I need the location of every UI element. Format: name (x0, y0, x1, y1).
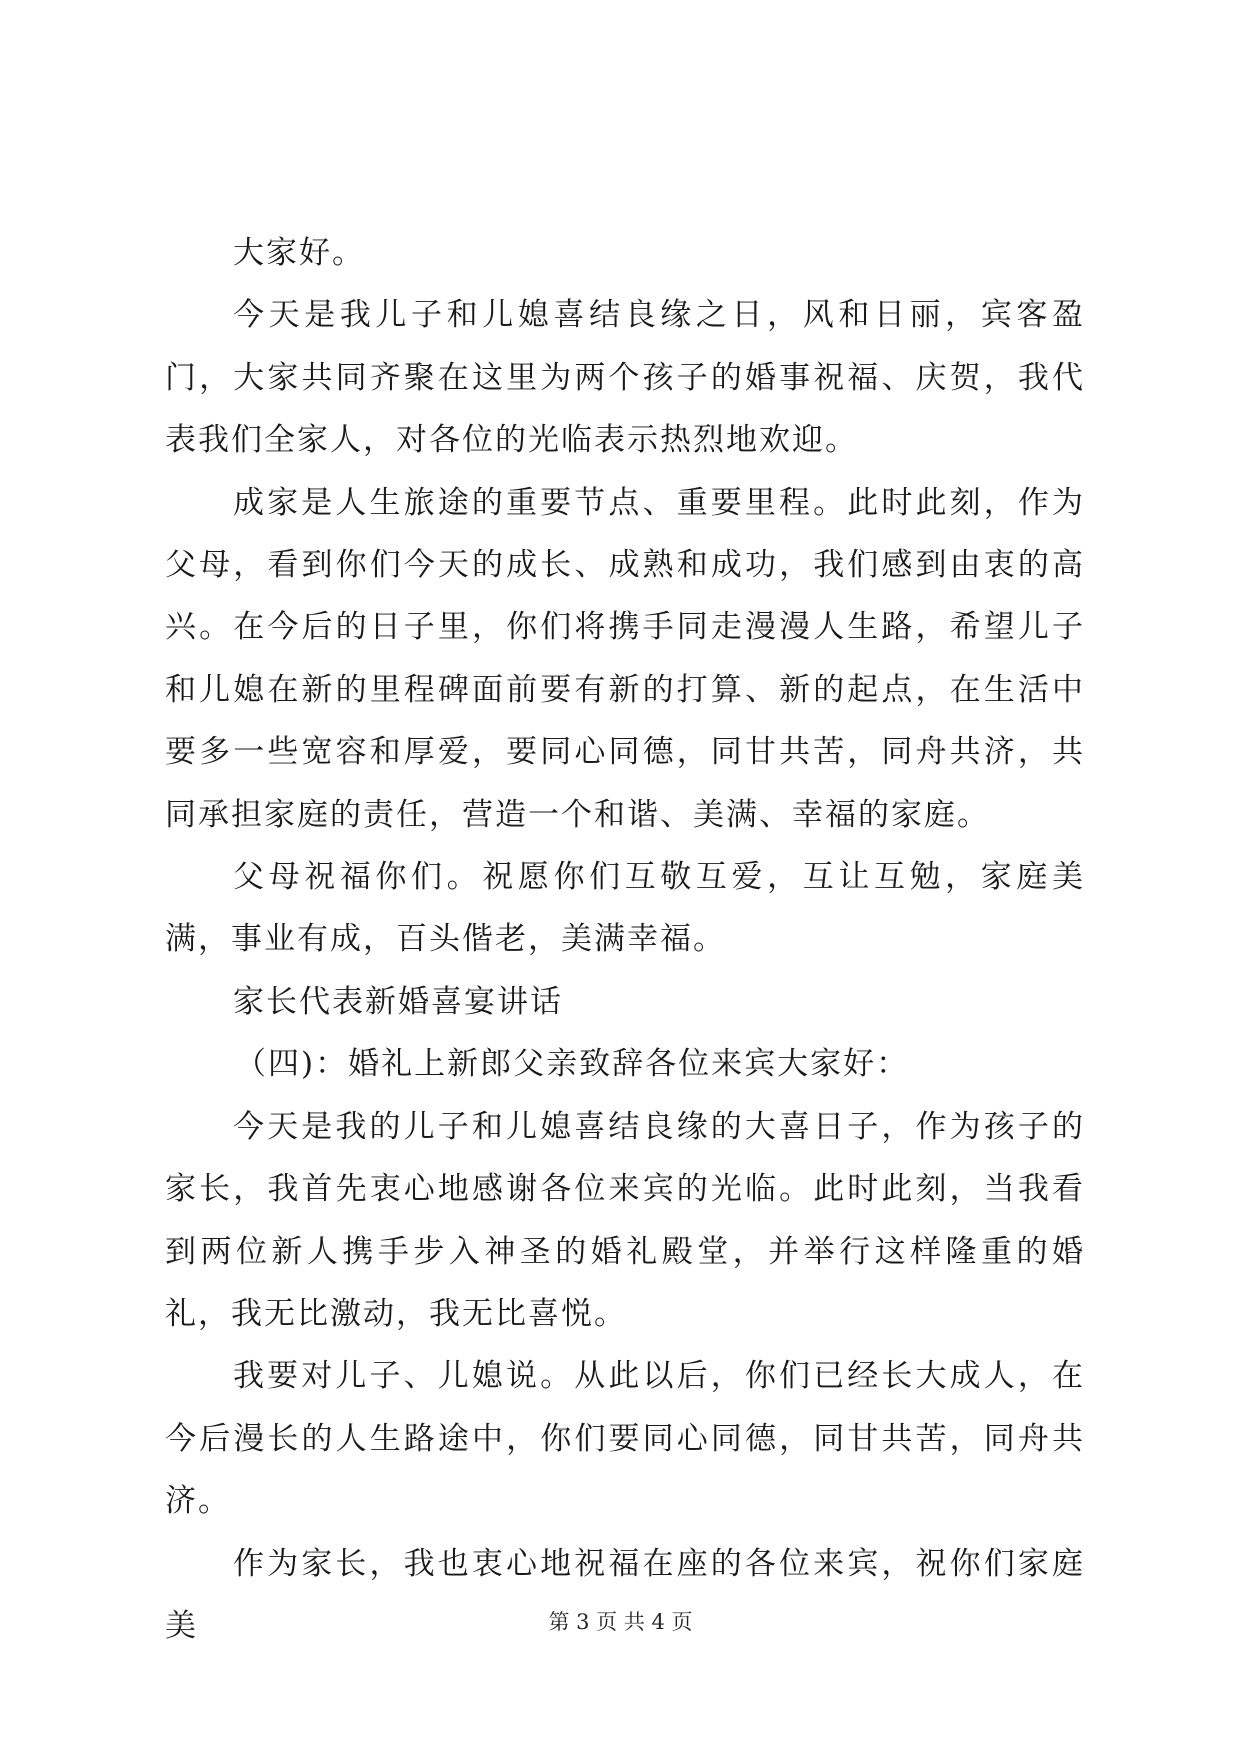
paragraph-thanks: 今天是我的儿子和儿媳喜结良缘的大喜日子，作为孩子的家长，我首先衷心地感谢各位来宾的光临。此时此刻，当我看到两位新人携手步入神圣的婚礼殿堂，并举行这样隆重的婚礼，我无比激动，我无比喜悦。 (165, 1108, 1085, 1332)
paragraph-greeting: 大家好。 (233, 235, 365, 271)
section-subtitle: （四)：婚礼上新郎父亲致辞各位来宾大家好： (235, 1046, 910, 1083)
paragraph-blessing: 父母祝福你们。祝愿你们互敬互爱，互让互勉，家庭美满，事业有成，百头偕老，美满幸福。 (165, 859, 1085, 958)
page-number-footer: 第 3 页 共 4 页 (548, 1610, 693, 1634)
paragraph-guest-blessing: 作为家长，我也衷心地祝福在座的各位来宾，祝你们家庭美 (165, 1545, 1085, 1644)
document-body (165, 222, 1085, 1657)
section-title: 家长代表新婚喜宴讲话 (233, 983, 563, 1020)
paragraph-parents-wishes: 成家是人生旅途的重要节点、重要里程。此时此刻，作为父母，看到你们今天的成长、成熟和成功，我们感到由衷的高兴。在今后的日子里，你们将携手同走漫漫人生路，希望儿子和儿媳在新的里程碑面前要有新的打算、新的起点，在生活中要多一些宽容和厚爱，要同心同德，同甘共苦，同舟共济，共同承担家庭的责任，营造一个和谐、美满、幸福的家庭。 (165, 484, 1085, 833)
paragraph-advice: 我要对儿子、儿媳说。从此以后，你们已经长大成人，在今后漫长的人生路途中，你们要同心同德，同甘共苦，同舟共济。 (165, 1358, 1085, 1520)
paragraph-welcome: 今天是我儿子和儿媳喜结良缘之日，风和日丽，宾客盈门，大家共同齐聚在这里为两个孩子的婚事祝福、庆贺，我代表我们全家人，对各位的光临表示热烈地欢迎。 (165, 297, 1085, 459)
